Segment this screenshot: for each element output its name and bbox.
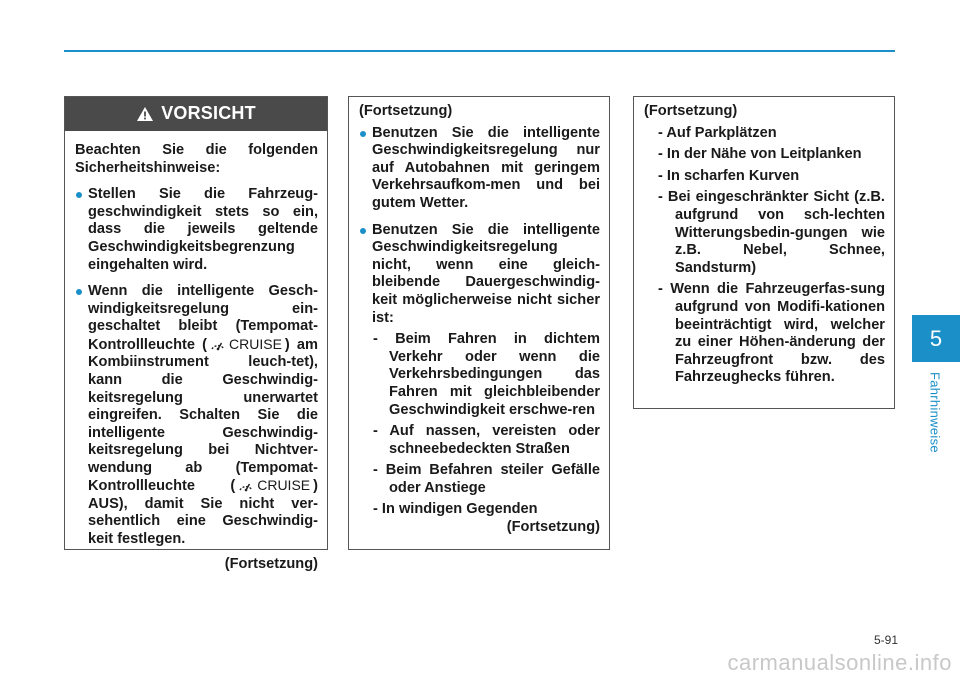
caution-box-continued-1	[348, 96, 610, 550]
continued-heading: (Fortsetzung)	[359, 103, 453, 119]
list-item: - Auf nassen, vereisten oder schneebedeckten Straßen	[373, 423, 600, 457]
caution-intro: Beachten Sie die folgenden Sicherheitshinweise:	[75, 142, 318, 176]
warning-triangle-icon	[136, 106, 154, 122]
chapter-label: Fahrhinweise	[927, 371, 943, 453]
chapter-tab[interactable]: 5	[912, 315, 960, 362]
list-item: - Wenn die Fahrzeugerfas-sung aufgrund von Modifi-kationen beeinträchtigt wird, welcher zu einer Höhen-änderung der Fahrzeugfront bzw. des Fahrzeughecks führen.	[658, 281, 885, 386]
caution-header	[65, 97, 327, 131]
cruise-indicator	[210, 336, 282, 354]
continued-note: (Fortsetzung)	[506, 519, 600, 536]
list-item: - Bei eingeschränkter Sicht (z.B. aufgrund von sch-lechten Witterungsbedin-gungen wie z.B. Nebel, Schnee, Sandsturm)	[658, 189, 885, 276]
list-item: - In windigen Gegenden	[373, 501, 538, 518]
cruise-indicator-icon	[238, 479, 254, 493]
caution-box	[64, 96, 328, 572]
continued-heading: (Fortsetzung)	[644, 103, 738, 119]
caution-bullet-1: Stellen Sie die Fahrzeug-geschwindigkeit stets so ein, dass die jeweils geltende Geschwindigkeitsbegrenzung eingehalten wird.	[75, 186, 318, 274]
caution-bullet-2-text-c: ) AUS), damit Sie nicht ver-sehentlich eine Geschwindig-keit festlegen.	[88, 478, 318, 548]
caution-bullet-2-text-a: Wenn die intelligente Gesch-windigkeitsregelung ein-geschaltet bleibt (Tempomat-Kontrollleuchte (	[88, 283, 318, 353]
cruise-label: CRUISE	[257, 477, 311, 494]
header-rule	[64, 50, 895, 52]
caution-bullet-3: Benutzen Sie die intelligente Geschwindigkeitsregelung nur auf Autobahnen mit geringem Verkehrsaufkom-men und bei gutem Wetter.	[359, 125, 600, 213]
caution-title: VORSICHT	[161, 103, 256, 124]
caution-bullet-4: Benutzen Sie die intelligente Geschwindigkeitsregelung nicht, wenn eine gleich-bleibende Dauergeschwindig-keit möglicherweise nicht sicher ist:	[359, 222, 600, 328]
list-item: - In der Nähe von Leitplanken	[658, 146, 862, 163]
cruise-label: CRUISE	[229, 335, 282, 352]
page-number: 5-91	[873, 633, 898, 647]
cruise-indicator-icon	[210, 338, 226, 352]
watermark: carmanualsonline.info	[727, 650, 952, 675]
list-item: - Beim Befahren steiler Gefälle oder Anstiege	[373, 462, 600, 496]
list-item: - Auf Parkplätzen	[658, 124, 777, 141]
caution-bullet-2	[75, 283, 318, 549]
list-item: - In scharfen Kurven	[658, 167, 800, 184]
caution-bullet-2-text-b: ) am Kombiinstrument leuch-tet), kann die Geschwindig-keitsregelung unerwartet eingreifen. Schalten Sie die intelligente Geschwindig-keitsregelung bei Nichtver-wendung ab (Tempomat-Kontrollleuchte (	[88, 336, 318, 495]
caution-box-continued-2	[633, 96, 895, 409]
cruise-indicator	[238, 477, 310, 495]
continued-note: (Fortsetzung)	[224, 555, 318, 572]
list-item: - Beim Fahren in dichtem Verkehr oder wenn die Verkehrsbedingungen das Fahren mit gleichbleibender Geschwindigkeit erschwe-ren	[373, 331, 600, 418]
